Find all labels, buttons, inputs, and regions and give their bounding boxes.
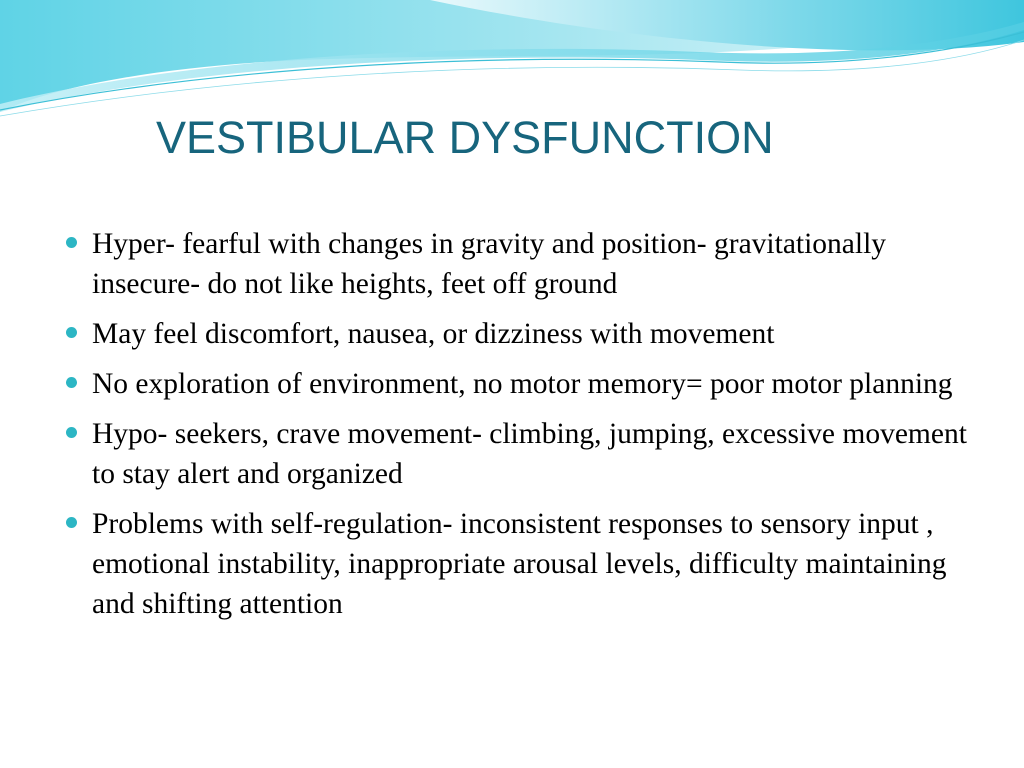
bullet-dot-icon	[66, 327, 77, 338]
bullet-item	[62, 364, 982, 404]
bullet-text: Problems with self-regulation- inconsistent responses to sensory input , emotional instability, inappropriate arousal levels, difficulty maintaining and shifting attention	[92, 508, 947, 620]
slide-title: VESTIBULAR DYSFUNCTION	[156, 112, 774, 163]
bullet-text: Hypo- seekers, crave movement- climbing, jumping, excessive movement to stay alert and organized	[92, 418, 967, 490]
bullet-list	[62, 224, 982, 634]
bullet-dot-icon	[66, 427, 77, 438]
bullet-dot-icon	[66, 237, 77, 248]
bullet-item	[62, 504, 982, 624]
bullet-text: May feel discomfort, nausea, or dizziness with movement	[92, 318, 775, 350]
bullet-dot-icon	[66, 377, 77, 388]
bullet-text: No exploration of environment, no motor memory= poor motor planning	[92, 368, 953, 400]
bullet-dot-icon	[66, 517, 77, 528]
bullet-item	[62, 414, 982, 494]
bullet-item	[62, 314, 982, 354]
bullet-item	[62, 224, 982, 304]
bullet-text: Hyper- fearful with changes in gravity and position- gravitationally insecure- do not like heights, feet off ground	[92, 228, 887, 300]
